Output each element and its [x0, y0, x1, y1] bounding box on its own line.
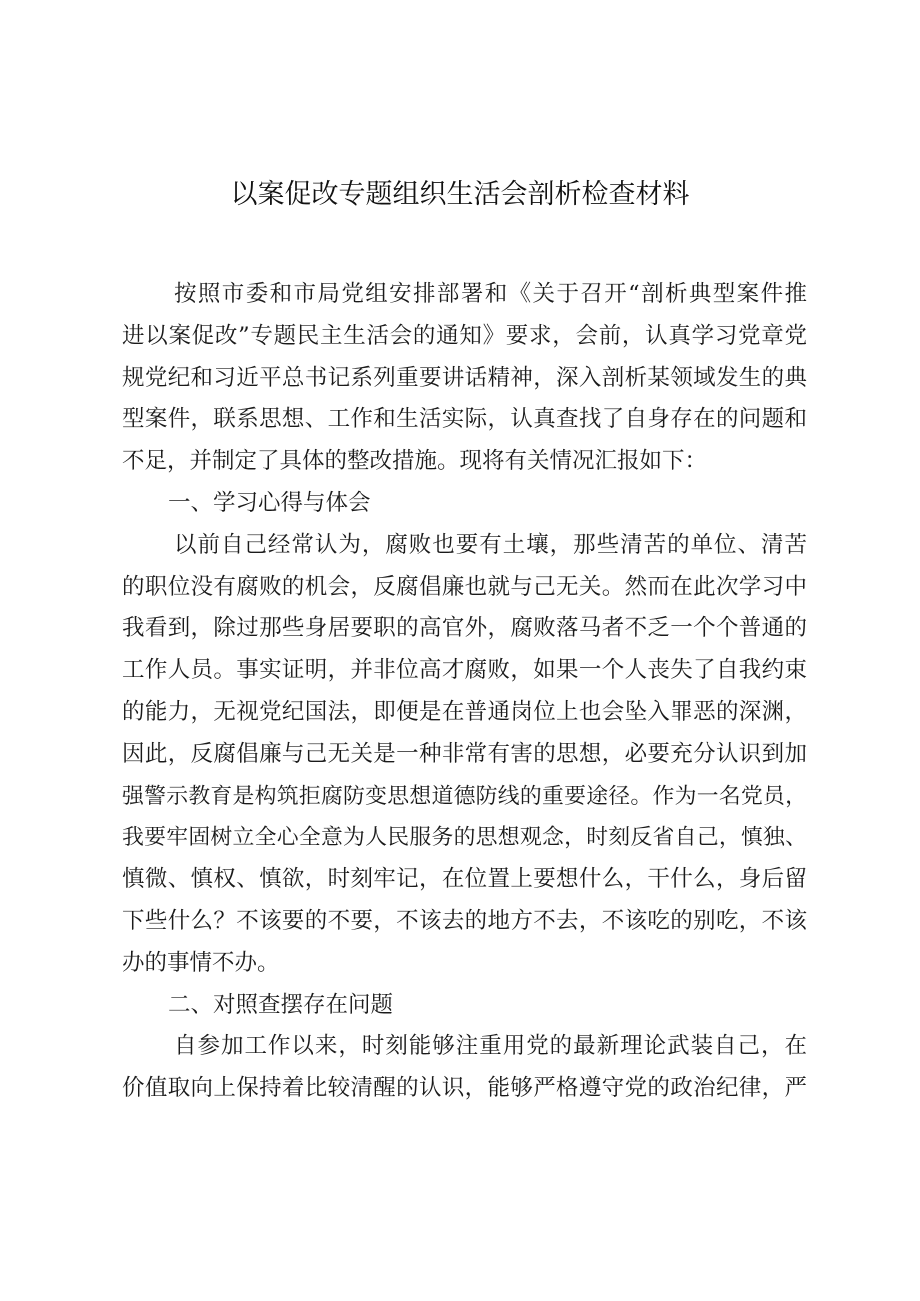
paragraph-line: 的职位没有腐败的机会，反腐倡廉也就与己无关。然而在此次学习中	[122, 573, 807, 600]
paragraph-line: 自参加工作以来，时刻能够注重用党的最新理论武装自己，在	[174, 1033, 807, 1060]
paragraph-line: 工作人员。事实证明，并非位高才腐败，如果一个人丧失了自我约束	[122, 657, 807, 684]
paragraph-line: 强警示教育是构筑拒腐防变思想道德防线的重要途径。作为一名党员，	[122, 783, 807, 809]
document-title: 以案促改专题组织生活会剖析检查材料	[230, 179, 690, 210]
paragraph-line: 的能力，无视党纪国法，即便是在普通岗位上也会坠入罪恶的深渊，	[122, 698, 807, 725]
paragraph-line: 规党纪和习近平总书记系列重要讲话精神，深入剖析某领域发生的典	[122, 364, 807, 391]
paragraph-line: 型案件，联系思想、工作和生活实际，认真查找了自身存在的问题和	[122, 406, 807, 433]
section-heading: 一、学习心得与体会	[168, 489, 371, 516]
paragraph-line: 下些什么？不该要的不要，不该去的地方不去，不该吃的别吃，不该	[122, 907, 807, 934]
paragraph-line: 办的事情不办。	[122, 949, 280, 976]
paragraph-line: 因此，反腐倡廉与己无关是一种非常有害的思想，必要充分认识到加	[122, 740, 807, 767]
paragraph-line: 我要牢固树立全心全意为人民服务的思想观念，时刻反省自己，慎独、	[122, 825, 807, 851]
section-heading: 二、对照查摆存在问题	[168, 991, 394, 1018]
paragraph-line: 慎微、慎权、慎欲，时刻牢记，在位置上要想什么，干什么，身后留	[122, 866, 807, 893]
document-body	[122, 274, 807, 1110]
paragraph-line: 按照市委和市局党组安排部署和《关于召开“剖析典型案件推	[174, 281, 807, 307]
paragraph-line: 以前自己经常认为，腐败也要有土壤，那些清苦的单位、清苦	[174, 531, 807, 558]
paragraph-line: 价值取向上保持着比较清醒的认识，能够严格遵守党的政治纪律，严	[122, 1075, 807, 1102]
paragraph-line: 进以案促改”专题民主生活会的通知》要求，会前，认真学习党章党	[122, 322, 807, 349]
paragraph-line: 我看到，除过那些身居要职的高官外，腐败落马者不乏一个个普通的	[122, 615, 807, 642]
paragraph-line: 不足，并制定了具体的整改措施。现将有关情况汇报如下：	[122, 448, 708, 475]
